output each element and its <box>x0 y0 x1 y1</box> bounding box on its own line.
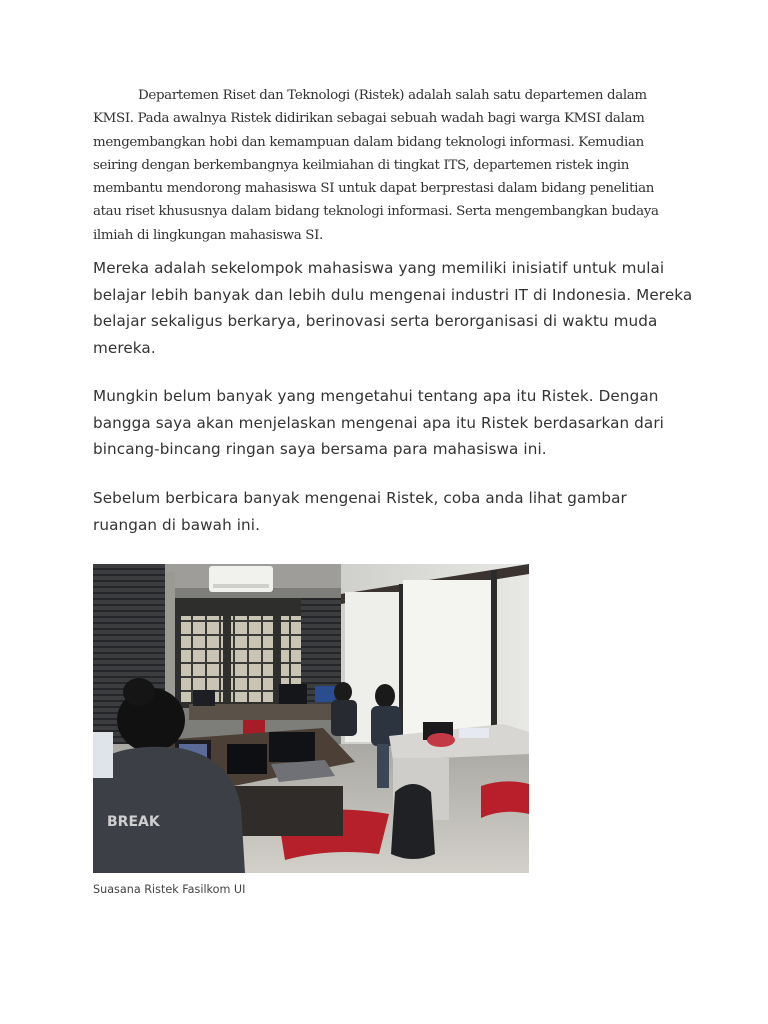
photo-caption: Suasana Ristek Fasilkom UI <box>93 883 246 896</box>
shirt-text: BREAK <box>107 814 160 830</box>
monitor <box>193 690 215 706</box>
window-grille-2 <box>231 616 273 702</box>
mungkin-paragraph: Mungkin belum banyak yang mengetahui tentang apa itu Ristek. Dengan bangga saya akan menjelaskan mengenai apa itu Ristek berdasarkan dari bincang-bincang ringan saya bersama para mahasiswa ini. <box>93 387 664 458</box>
mereka-paragraph: Mereka adalah sekelompok mahasiswa yang memiliki inisiatif untuk mulai belajar lebih banyak dan lebih dulu mengenai industri IT di Indonesia. Mereka belajar sekaligus berkarya, berinovasi serta berorganisasi di waktu muda mereka. <box>93 259 693 357</box>
whiteboard-right <box>403 580 493 746</box>
air-conditioner <box>209 566 273 592</box>
monitor <box>279 684 307 704</box>
ristek-room-photo <box>93 564 529 873</box>
sebelum-paragraph: Sebelum berbicara banyak mengenai Ristek, coba anda lihat gambar ruangan di bawah ini. <box>93 489 627 534</box>
window-grille-1 <box>181 616 223 702</box>
laptop <box>269 732 315 762</box>
intro-paragraph: Departemen Riset dan Teknologi (Ristek) adalah salah satu departemen dalam KMSI. Pada awalnya Ristek didirikan sebagai sebuah wadah bagi warga KMSI dalam mengembangkan hobi dan kemampuan dalam bidang teknologi informasi. Kemudian seiring dengan berkembangnya keilmiahan di tingkat ITS, departemen ristek ingin membantu mendorong mahasiswa SI untuk dapat berprestasi dalam bidang penelitian atau riset khususnya dalam bidang teknologi informasi. Serta mengembangkan budaya ilmiah di lingkungan mahasiswa SI. <box>93 88 659 243</box>
backpack <box>391 784 435 859</box>
red-cap <box>427 733 455 747</box>
monitor <box>315 686 335 702</box>
